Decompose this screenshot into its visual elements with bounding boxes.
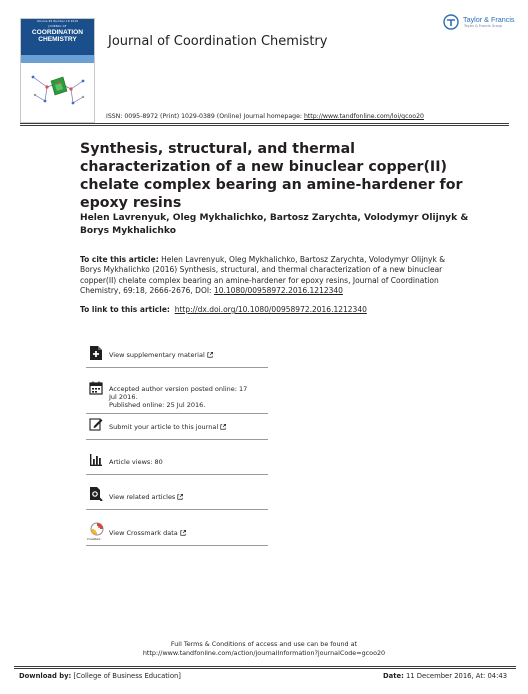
cover-journal-label: JOURNAL OF: [48, 25, 67, 28]
cover-molecule-illustration: [27, 65, 89, 120]
header-divider: [20, 123, 509, 124]
date-value: 11 December 2016, At: 04:43: [403, 672, 508, 680]
article-authors: Helen Lavrenyuk, Oleg Mykhalichko, Bartosz Zarychta, Volodymyr Olijnyk & Borys Mykhalichko: [80, 213, 469, 236]
external-link-icon: [220, 424, 226, 430]
published-date-text: Published online: 25 Jul 2016.: [109, 401, 206, 409]
cover-title-band: [21, 19, 94, 55]
cover-accent-bar: [21, 55, 94, 63]
action-label: View related articles: [109, 493, 183, 501]
journal-homepage-link[interactable]: http://www.tandfonline.com/loi/gcoo20: [303, 113, 424, 120]
calendar-icon: [89, 381, 103, 395]
journal-name: Journal of Coordination Chemistry: [108, 34, 328, 49]
publisher-logo[interactable]: [443, 13, 515, 33]
pencil-icon: [89, 417, 103, 431]
terms-notice: [0, 640, 528, 657]
accepted-date-text-cont: Jul 2016.: [109, 393, 138, 401]
journal-cover-image: [20, 18, 95, 123]
article-link-label: To link to this article:: [80, 305, 170, 314]
external-link-icon: [177, 494, 183, 500]
bar-chart-icon: [89, 453, 103, 467]
view-related-articles-link[interactable]: [86, 486, 268, 510]
citation-label: To cite this article:: [80, 255, 159, 264]
action-label: Submit your article to this journal: [109, 423, 226, 431]
publication-dates: [86, 378, 268, 414]
header-divider-secondary: [20, 125, 509, 126]
accepted-date-text: Accepted author version posted online: 17: [109, 385, 248, 393]
view-supplementary-material-link[interactable]: [86, 344, 268, 368]
citation-text: Helen Lavrenyuk, Oleg Mykhalichko, Bartosz Zarychta, Volodymyr Olijnyk & Borys Mykhalichko (2016) Synthesis, structural, and thermal characterization of a new binuclear copper(II) chelate complex bearing an amine-hardener for epoxy resins, Journal of Coordination Chemistry, 69:18, 2666-2676, DOI:: [80, 255, 446, 295]
external-link-icon: [180, 530, 186, 536]
date-label: Date:: [383, 672, 404, 680]
crossmark-badge-text: CrossMark: [87, 538, 101, 541]
cover-title-line1: COORDINATION: [31, 29, 84, 36]
citation-block: [80, 255, 452, 296]
article-link-line: [80, 305, 367, 314]
download-label: Download by:: [19, 672, 72, 680]
publisher-emblem-icon: [443, 14, 459, 30]
footer-divider: [14, 666, 516, 667]
plus-document-icon: [89, 346, 103, 360]
view-crossmark-link[interactable]: [86, 522, 268, 546]
article-doi-url[interactable]: http://dx.doi.org/10.1080/00958972.2016.1212340: [174, 305, 367, 314]
terms-line: Full Terms & Conditions of access and use can be found at: [170, 640, 358, 648]
issn-line: [106, 113, 424, 120]
publisher-tagline: Taylor & Francis Group: [464, 24, 503, 28]
action-label: View Crossmark data: [109, 529, 186, 537]
publisher-name: Taylor & Francis: [463, 15, 515, 24]
crossmark-icon: [89, 522, 105, 538]
submit-article-link[interactable]: [86, 416, 268, 440]
external-link-icon: [207, 352, 213, 358]
article-title: Synthesis, structural, and thermal characterization of a new binuclear copper(II) chelate complex bearing an amine-hardener for epoxy resins: [80, 141, 463, 211]
download-date: [383, 672, 507, 680]
action-label: View supplementary material: [109, 351, 213, 359]
issn-text: ISSN: 0095-8972 (Print) 1029-0389 (Online) Journal homepage:: [106, 113, 304, 120]
article-views-link[interactable]: [86, 451, 268, 475]
cover-volume-line: Volume 69 Number 18 2016: [36, 20, 79, 23]
download-info: [19, 672, 181, 680]
download-value: [College of Business Education]: [71, 672, 181, 680]
footer-divider-secondary: [14, 668, 516, 669]
article-views-label: Article views: 80: [109, 458, 163, 466]
magnifier-icon: [89, 487, 103, 501]
cover-title-line2: CHEMISTRY: [38, 36, 77, 43]
terms-url[interactable]: http://www.tandfonline.com/action/journalInformation?journalCode=gcoo20: [142, 648, 386, 657]
citation-doi-link[interactable]: 10.1080/00958972.2016.1212340: [213, 285, 343, 295]
